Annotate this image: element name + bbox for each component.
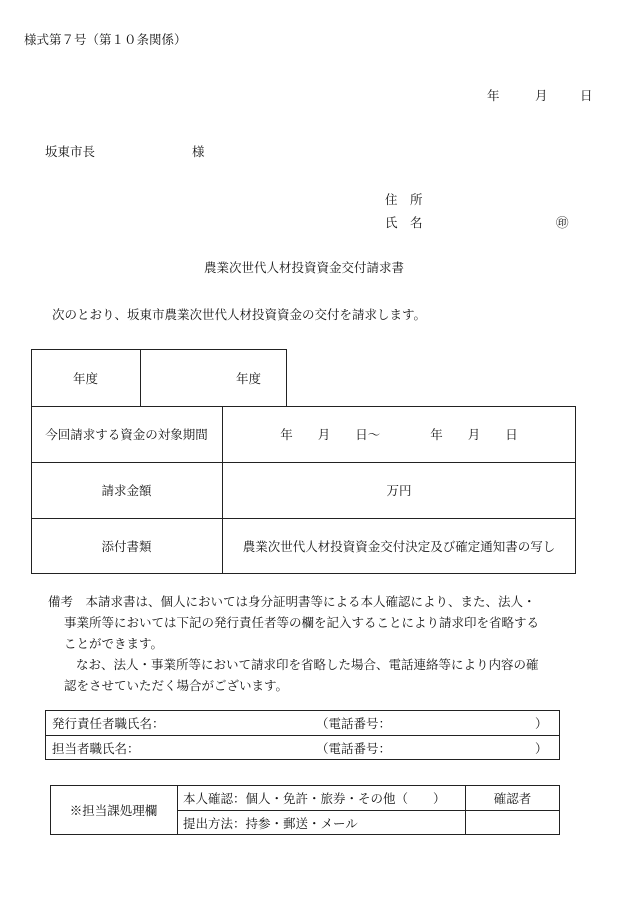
remarks (40, 591, 585, 696)
identity-check: 本人確認：個人・免許・旅券・その他（ ） (183, 791, 446, 806)
form-number: 様式第７号（第１０条関係） (24, 32, 187, 47)
remarks-line-5: 認をさせていただく場合がございます。 (64, 678, 289, 693)
fiscal-year-value[interactable]: 年度 (235, 371, 261, 386)
date-year-label: 年 (487, 88, 500, 103)
seal-mark: ㊞ (556, 215, 569, 230)
name-label: 氏 名 (385, 215, 423, 230)
date-month-label: 月 (535, 88, 548, 103)
staff-name-label: 担当者職氏名： (52, 741, 140, 756)
document-title: 農業次世代人材投資資金交付請求書 (204, 260, 405, 275)
attachment-value: 農業次世代人材投資資金交付決定及び確定通知書の写し (242, 539, 556, 554)
remarks-line-4: なお、法人・事業所等において請求印を省略した場合、電話連絡等により内容の確 (76, 657, 539, 672)
fiscal-year-label: 年度 (72, 371, 98, 386)
staff-phone-close: ） (535, 741, 548, 756)
period-label: 今回請求する資金の対象期間 (45, 427, 208, 442)
office-use-label: ※担当課処理欄 (69, 803, 158, 818)
remarks-line-3: ことができます。 (64, 636, 164, 651)
contact-table-row-line (45, 735, 560, 736)
attachment-label: 添付書類 (101, 539, 152, 554)
remarks-line-2: 事業所等においては下記の発行責任者等の欄を記入することにより請求印を省略する (64, 615, 540, 630)
amount-value[interactable]: 万円 (386, 483, 412, 498)
checker-label: 確認者 (493, 790, 532, 806)
intro-text: 次のとおり、坂東市農業次世代人材投資資金の交付を請求します。 (52, 307, 427, 322)
remarks-line-1: 備考 本請求書は、個人においては身分証明書等による本人確認により、また、法人・ (48, 594, 536, 609)
addressee-honorific: 様 (192, 144, 205, 159)
issuer-phone-label: （電話番号： (316, 716, 392, 731)
amount-label: 請求金額 (101, 483, 152, 498)
staff-phone-label: （電話番号： (316, 741, 392, 756)
checker-signature-cell[interactable] (465, 810, 560, 835)
address-label: 住 所 (385, 192, 423, 207)
period-value[interactable]: 年 月 日～ 年 月 日 (280, 427, 518, 442)
date-day-label: 日 (580, 88, 593, 103)
submission-method: 提出方法：持参・郵送・メール (183, 816, 358, 831)
issuer-name-label: 発行責任者職氏名： (52, 716, 165, 731)
issuer-phone-close: ） (535, 716, 548, 731)
addressee-name: 坂東市長 (45, 144, 96, 159)
